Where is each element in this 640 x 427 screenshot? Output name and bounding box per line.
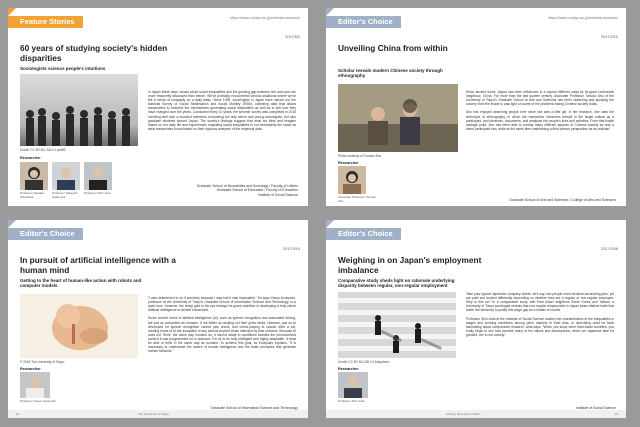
corner-mark [8, 220, 16, 228]
article-title: Unveiling China from within [338, 43, 448, 53]
page-number: 15 [614, 412, 618, 416]
affiliation: Graduate School of Humanities and Sociology / Faculty of Letters Graduate School of Education / Faculty of Education Institute of Social Science [196, 184, 298, 197]
section-tag: Editor's Choice [326, 16, 401, 28]
footer-title: UTokyo Research in 2017 [446, 412, 481, 416]
corner-mark [326, 220, 334, 228]
crowd-photo [20, 74, 138, 146]
page-url[interactable]: https://www.u-tokyo.ac.jp/en/todai-research/ [230, 16, 300, 20]
avatar [52, 162, 80, 190]
section-tag: Editor's Choice [8, 228, 83, 240]
avatar [20, 162, 48, 190]
avatar [338, 372, 368, 398]
photo-credit: Photo courtesy of Tomoko Aho [338, 154, 382, 158]
article-subtitle: Getting to the heart of human-like action with robots and computer models [20, 278, 142, 289]
section-tag: Editor's Choice [326, 228, 401, 240]
researcher-label: Researcher [338, 161, 359, 165]
article-date: 2017/6/2 [285, 35, 300, 39]
researcher-label: Researcher [338, 367, 359, 371]
page-number: 14 [16, 412, 20, 416]
page-footer [8, 410, 308, 418]
affiliation: Graduate School of Information Science and Technology [210, 406, 298, 410]
page-editors-choice-china [326, 8, 626, 206]
article-subtitle: Comparative study sheds light on rationale underlying disparity between regular, non-regular employment [338, 278, 455, 289]
affiliation: Institute of Social Science [575, 406, 616, 410]
photo-credit: Credit: CC BY-NC-ND 2.0 tokyoform [338, 360, 390, 364]
article-title: In pursuit of artificial intelligence with a human mind [20, 255, 176, 275]
corner-mark [8, 8, 16, 16]
researcher-label: Researcher [20, 367, 41, 371]
page-feature-stories [8, 8, 308, 206]
article-body: Since ancient times, Japan has been influenced in a myriad different ways by its giant continental neighbour, China. For more than the last quarter century, Associate Professor Tomoko Aho of the University of Tokyo's Graduate School of Arts and Sciences has been observing and studying the country from the inside to cast light on some of the problems facing Chinese society today. Aho has enjoyed observing people ever since she was a little girl. In her research, she uses the technique of ethnography, in which the researcher immerses herself in the target culture as a participant, and observes, documents, and analyses the people's lives and activities. From that inside vantage point, Aho has been able to portray many different aspects of Chinese society as only a direct participant can, while at the same time maintaining a third-person perspective as an outsider. [466, 90, 614, 131]
article-subtitle: Sociologists science people's intuitions [20, 66, 106, 71]
article-subtitle: Scholar reveals modern Chinese society through ethnography [338, 68, 443, 79]
field-photo [338, 84, 458, 152]
article-date: 2017/3/10 [601, 35, 618, 39]
researcher-caption: Professor Sawako Shirahase [20, 191, 45, 199]
researcher-caption: Professor Takayuki Hatamura [52, 191, 78, 199]
photo-credit: © 2018 The University of Tokyo. [20, 360, 66, 364]
photo-credit: Credit: CC BY-NC-SA 2.0 pcd89 [20, 148, 66, 152]
page-footer [326, 410, 626, 418]
article-body: "I was determined to do it precisely because I was told it was impossible." So says Yasuo Kuniyoshi, professor at the University of Tokyo's Graduate School of Information Science and Technology, in a quiet tone. However, the sharp glint in his eye betrays his grand ambition of developing a truly clever artificial intelligence to benefit humankind. Some current forms of artificial intelligence (AI), such as speech recognition and automated driving, are just as competent as humans. If not better at carrying out their given tasks. However, just as AI developed for speech recognition cannot play chess, and chess-playing AI cannot drive a car, existing forms of AI are incapable of any actions beyond those intended by their creators. Because AI does not "think" the same way humans do, it cannot adapt to conditions besides the preconceived context it was programmed for in advance. For AI to be truly intelligent and highly adaptable, it must be able to think in the same way as humans. To achieve this goal, as Kuniyoshi explains, "it is necessary to understand the nature of human intelligence and the basic principles that generate human behavior." [148, 296, 296, 354]
researcher-label: Researcher [20, 156, 41, 160]
avatar [338, 166, 366, 194]
avatar [84, 162, 112, 190]
researcher-caption: Professor Shin Arita [84, 191, 111, 195]
researcher-caption: Professor Yasuo Kuniyoshi [20, 399, 56, 403]
researcher-caption: Associate Professor Tomoko Aho [338, 195, 376, 203]
footer-title: The University of Tokyo [138, 412, 170, 416]
fetus-model-image [20, 294, 138, 358]
article-body: In Japan these days, issues about social inequalities and the growing gap between rich and poor are more frequently discussed than before. We've probably encountered various situations where we've felt a sense of inequality on a daily basis. Since 1955, sociologists in Japan have carried out the National Survey of Social Stratification and Social Mobility (SSM), collecting data that allows researchers to examine the mechanisms generating social inequalities as well as to see how they have changed over the years. Conducted every 10 years, the seventh survey was completed in 2015 involving well over a hundred members comprising not only senior and young sociologists, but also graduate students around Japan. The survey's findings suggest that what we think and imagine based on our daily life and experiences regarding social inequalities is not necessarily the same as what researchers found based on their rigorous analyses of the empirical data. [148, 90, 296, 131]
page-url[interactable]: https://www.u-tokyo.ac.jp/en/todai-research/ [548, 16, 618, 20]
page-editors-choice-employment [326, 220, 626, 418]
article-title: Weighing in on Japan's employment imbalance [338, 255, 482, 275]
page-editors-choice-ai [8, 220, 308, 418]
article-date: 2017/3/14 [283, 247, 300, 251]
affiliation: Graduate School of Arts and Sciences / College of Arts and Sciences [509, 198, 616, 202]
article-body: Take your typical Japanese company where, let's say, two people work identical accounting jobs, yet are paid and treated differently depending on whether they are a regular or non-regular employee. Why is this so? In a comparative study with East Asian neighbors South Korea and Taiwan, a University of Tokyo sociologist reveals that non-regular employment in Japan bears distinct traits that foster the tendency to justify this wage gap as a matter of course. Professor Shin Arita at the Institute of Social Science studies the characteristics of the inequalities in wages and working conditions among labor markets in East Asia. In describing what he finds fascinating about comparative research, Arita says, "When you study other East Asian societies, you really begin to see how peculiar many of the values and assumptions, which we Japanese take for granted, are to our society." [466, 292, 614, 337]
researcher-caption: Professor Shin Arita [338, 399, 365, 403]
avatar [20, 372, 50, 398]
corner-mark [326, 8, 334, 16]
crosswalk-photo [338, 292, 456, 358]
article-date: 2017/10/6 [601, 247, 618, 251]
article-title: 60 years of studying society's hidden disparities [20, 43, 168, 63]
section-tag: Feature Stories [8, 16, 83, 28]
